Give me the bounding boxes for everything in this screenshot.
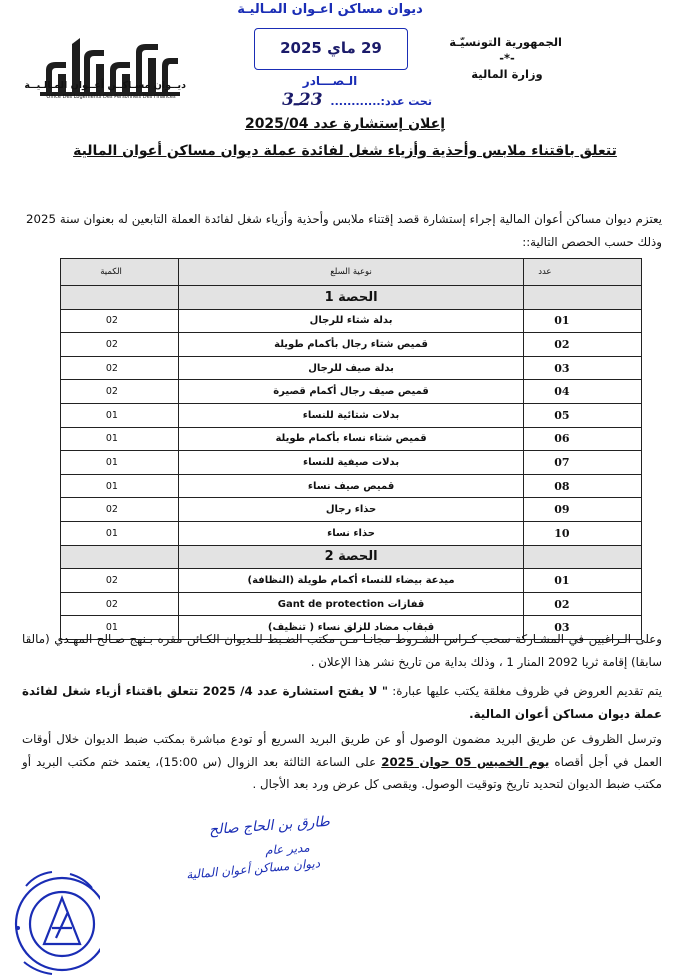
item-description: قميص صيف نساء	[178, 474, 523, 498]
item-number: 10	[524, 521, 642, 545]
item-description: بدلة شتاء للرجال	[178, 309, 523, 333]
signature-title: مدير عام	[264, 840, 311, 858]
item-description: قميص صيف رجال أكمام قصيرة	[178, 380, 523, 404]
stamp-date-year: 2025	[280, 39, 322, 57]
submission-text: يتم تقديم العروض في ظروف مغلقة يكتب عليها عبارة:	[392, 684, 662, 698]
item-quantity: 01	[61, 616, 179, 640]
item-number: 01	[524, 569, 642, 593]
ministry-header	[449, 34, 562, 82]
header-number: عدد	[524, 259, 642, 286]
stamp-date-month: ماي	[327, 39, 356, 57]
announcement-title-text: إعلان إستشارة عدد 2025/04	[244, 116, 446, 132]
item-quantity: 02	[61, 333, 179, 357]
item-quantity: 02	[61, 380, 179, 404]
item-quantity: 01	[61, 403, 179, 427]
table-row	[61, 309, 642, 333]
logo-text-french: Office Des Logements Des Personnels Des Finances	[46, 94, 176, 100]
table-row	[61, 356, 642, 380]
lot-1-qty	[61, 286, 179, 310]
item-quantity: 01	[61, 451, 179, 475]
intro-paragraph: يعتزم ديوان مساكن أعوان المالية إجراء إستشارة قصد إقتناء ملابس وأحذية وأزياء شغل لفائدة العملة التابعين له بعنوان سنة 2025 وذلك حسب الحصص التالية::	[26, 212, 662, 249]
stamp-date-box	[254, 28, 408, 70]
table-row	[61, 403, 642, 427]
stamp-outgoing-label: الـصـــادر	[302, 74, 358, 88]
deadline-date: يوم الخميس 05 جوان 2025	[381, 754, 550, 769]
item-quantity: 02	[61, 569, 179, 593]
table-row	[61, 451, 642, 475]
table-row	[61, 380, 642, 404]
item-number: 08	[524, 474, 642, 498]
table-row	[61, 569, 642, 593]
submission-paragraph	[22, 680, 662, 725]
announcement-subject	[0, 143, 690, 159]
item-number: 07	[524, 451, 642, 475]
item-description: قبقاب مضاد للزلق نساء ( تنظيف)	[178, 616, 523, 640]
item-number: 04	[524, 380, 642, 404]
lot-2-num	[524, 545, 642, 569]
item-number: 01	[524, 309, 642, 333]
item-number: 09	[524, 498, 642, 522]
item-description: بدلات صيفية للنساء	[178, 451, 523, 475]
table-row	[61, 592, 642, 616]
table-row	[61, 521, 642, 545]
item-number: 03	[524, 356, 642, 380]
signature	[180, 813, 331, 888]
item-number: 02	[524, 333, 642, 357]
ministry-name: وزارة المالية	[471, 67, 543, 81]
item-description: قميص شتاء نساء بأكمام طويلة	[178, 427, 523, 451]
table-row	[61, 474, 642, 498]
stamp-number-label: تحت عدد:............	[330, 95, 432, 108]
signature-name: طارق بن الحاج صالح	[208, 813, 331, 839]
item-quantity: 02	[61, 309, 179, 333]
header-description: نوعية السلع	[178, 259, 523, 286]
signature-office: ديوان مساكن أعوان المالية	[185, 856, 321, 882]
item-quantity: 02	[61, 356, 179, 380]
item-number: 02	[524, 592, 642, 616]
lot-1-num	[524, 286, 642, 310]
stamp-date-day: 29	[361, 39, 382, 57]
item-description: حذاء نساء	[178, 521, 523, 545]
item-number: 06	[524, 427, 642, 451]
deadline-text-b: على الساعة الثالثة بعد الزوال (س 15:00)، يعتمد ختم مكتب البريد أو مكتب ضبط الديوان لتحديد تاريخ وتوقيت الوصول. ويقصى كل عرض ورد بعد الأجال .	[22, 754, 662, 791]
item-quantity: 01	[61, 474, 179, 498]
stamp-number	[238, 90, 432, 110]
item-description: ميدعة بيضاء للنساء أكمام طويلة (النظافة)	[178, 569, 523, 593]
table-row	[61, 333, 642, 357]
item-number: 05	[524, 403, 642, 427]
item-quantity: 02	[61, 498, 179, 522]
items-table	[60, 258, 642, 640]
item-description: قميص شتاء رجال بأكمام طويلة	[178, 333, 523, 357]
deadline-paragraph	[22, 728, 662, 796]
announcement-title	[0, 116, 690, 132]
table-row	[61, 498, 642, 522]
header-quantity: الكمية	[61, 259, 179, 286]
item-description: قفازات Gant de protection	[178, 592, 523, 616]
item-quantity: 01	[61, 521, 179, 545]
table-header-row	[61, 259, 642, 286]
item-description: بدلات شتائية للنساء	[178, 403, 523, 427]
registration-stamp	[228, 0, 432, 110]
office-seal	[4, 862, 100, 978]
republic-name: الجمهورية التونسيّـة	[449, 35, 562, 49]
lot-1-row	[61, 286, 642, 310]
deadline-text-a: وترسل الظروف عن طريق البريد مضمون الوصول أو عن طريق البريد السريع أو تودع مباشرة بمكتب ضبط الديوان خلال أوقات العمل في أجل أقصاه	[22, 732, 663, 769]
lot-2-label: الحصة 2	[178, 545, 523, 569]
lot-1-label: الحصة 1	[178, 286, 523, 310]
stamp-number-value: 23ـ3	[282, 90, 323, 110]
stamp-date	[255, 39, 407, 57]
lot-2-row	[61, 545, 642, 569]
announcement-subject-text: تتعلق باقتناء ملابس وأحذية وأزياء شغل لفائدة عملة ديوان مساكن أعوان المالية	[73, 143, 617, 159]
item-description: بدلة صيف للرجال	[178, 356, 523, 380]
item-description: حذاء رجال	[178, 498, 523, 522]
office-seal-icon	[4, 862, 100, 978]
header-separator: -*-	[499, 51, 515, 65]
submission-envelope-text: " لا يفتح استشارة عدد 4/ 2025 تتعلق باقتناء أزياء شغل لفائدة عملة ديوان مساكن أعوان المالية.	[22, 684, 662, 721]
withdrawal-paragraph: وعلى الـراغبين في المشـاركة سحب كـراس الشـروط مجانـا مـن مكتب الضـبط للـديوان الكـائن مقره بـنهج صـالح المهـدي (مالقا سابقا) إقامة ثريا 2092 المنار 1 ، وذلك بداية من تاريخ نشر هذا الإعلان .	[22, 632, 662, 669]
stamp-office-name: ديوان مساكن اعـوان المـاليـة	[237, 2, 423, 17]
item-quantity: 01	[61, 427, 179, 451]
logo-text-arabic: ديــوان مسـاكــن أعــوان المـالـيــة	[24, 80, 186, 91]
lot-2-qty	[61, 545, 179, 569]
table-row	[61, 427, 642, 451]
item-number: 03	[524, 616, 642, 640]
item-quantity: 02	[61, 592, 179, 616]
